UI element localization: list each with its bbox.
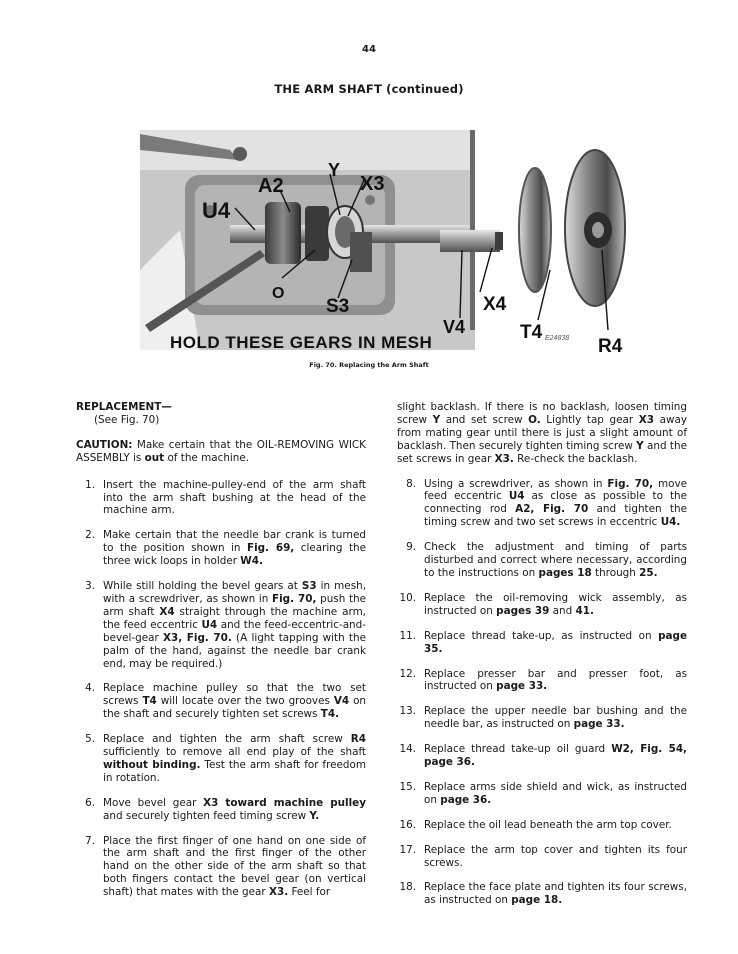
step-4: 4. Replace machine pulley so that the two set screws T4 will locate over the two grooves V4 on the shaft and securely tighten set screws T4.	[85, 682, 367, 721]
label-x3: X3	[360, 173, 385, 195]
label-r4: R4	[598, 336, 623, 357]
label-u4: U4	[202, 198, 231, 223]
page-number: 44	[362, 44, 376, 55]
step-13: 13. Replace the upper needle bar bushing and the needle bar, as instructed on page 33.	[399, 705, 687, 731]
figure-photo	[140, 120, 640, 360]
step-17: 17. Replace the arm top cover and tighten its four screws.	[399, 843, 687, 869]
label-x4: X4	[483, 294, 507, 315]
label-t4: T4	[520, 322, 543, 343]
label-v4: V4	[443, 317, 466, 337]
step-12: 12. Replace presser bar and presser foot, as instructed on page 33.	[399, 667, 687, 693]
step-3: 3. While still holding the bevel gears at S3 in mesh, with a screwdriver, as shown in Fig. 70, push the arm shaft X4 straight through the machine arm, the feed eccentric U4 and the feed-eccentric-and-bevel-gear X3, Fig. 70. (A light tapping with the palm of the hand, against the needle bar crank end, may be required.)	[85, 580, 366, 670]
figure-code: E24838	[545, 335, 570, 342]
figure-caption: Fig. 70. Replacing the Arm Shaft	[309, 361, 429, 369]
right-column	[397, 401, 687, 919]
label-o: O	[272, 285, 285, 302]
step-16: 16. Replace the oil lead beneath the arm top cover.	[399, 818, 672, 831]
step-6: 6. Move bevel gear X3 toward machine pulley and securely tighten feed timing screw Y.	[85, 796, 366, 822]
label-s3: S3	[326, 296, 350, 317]
left-column	[76, 401, 366, 911]
banner-hold-gears: HOLD THESE GEARS IN MESH	[170, 333, 433, 352]
replacement-heading: REPLACEMENT—	[76, 401, 172, 413]
step-8: 8. Using a screwdriver, as shown in Fig. 70, move feed eccentric U4 as close as possible to the connecting rod A2, Fig. 70 and tighten the timing screw and two set screws in eccentric U4.	[406, 477, 688, 529]
step-18: 18. Replace the face plate and tighten its four screws, as instructed on page 18.	[399, 881, 687, 907]
see-figure-note: (See Fig. 70)	[94, 413, 160, 426]
step-11: 11. Replace thread take-up, as instructed on page 35.	[399, 629, 687, 655]
step-14: 14. Replace thread take-up oil guard W2, Fig. 54, page 36.	[399, 743, 688, 769]
step-5: 5. Replace and tighten the arm shaft screw R4 sufficiently to remove all end play of the shaft without binding. Test the arm shaft for freedom in rotation.	[85, 733, 366, 784]
step-1: 1. Insert the machine-pulley-end of the arm shaft into the arm shaft bushing at the head of the machine arm.	[85, 478, 366, 517]
label-a2: A2	[258, 175, 284, 197]
step-9: 9. Check the adjustment and timing of parts disturbed and correct where necessary, according to the instructions on pages 18 through 25.	[406, 541, 687, 579]
step-15: 15. Replace arms side shield and wick, as instructed on page 36.	[399, 780, 687, 806]
label-y: Y	[328, 160, 341, 180]
arm-shaft-illustration	[140, 120, 640, 360]
step-7-continued: slight backlash. If there is no backlash, loosen timing screw Y and set screw O. Lightly tap gear X3 away from mating gear until there is just a slight amount of backlash. Then securely tighten timing screw Y and the set screws in gear X3. Re-check the backlash.	[397, 401, 687, 465]
step-2: 2. Make certain that the needle bar crank is turned to the position shown in Fig. 69, clearing the three wick loops in holder W4.	[85, 529, 366, 568]
caution-paragraph: CAUTION: Make certain that the OIL-REMOVING WICK ASSEMBLY is out of the machine.	[76, 438, 366, 464]
step-10: 10. Replace the oil-removing wick assembly, as instructed on pages 39 and 41.	[399, 591, 687, 617]
section-title: THE ARM SHAFT (continued)	[274, 82, 464, 96]
step-7: 7. Place the first finger of one hand on one side of the arm shaft and the first finger of the other hand on the other side of the arm shaft so that both fingers contact the bevel gear (on vertical shaft) that mates with the gear X3. Feel for	[85, 834, 366, 899]
